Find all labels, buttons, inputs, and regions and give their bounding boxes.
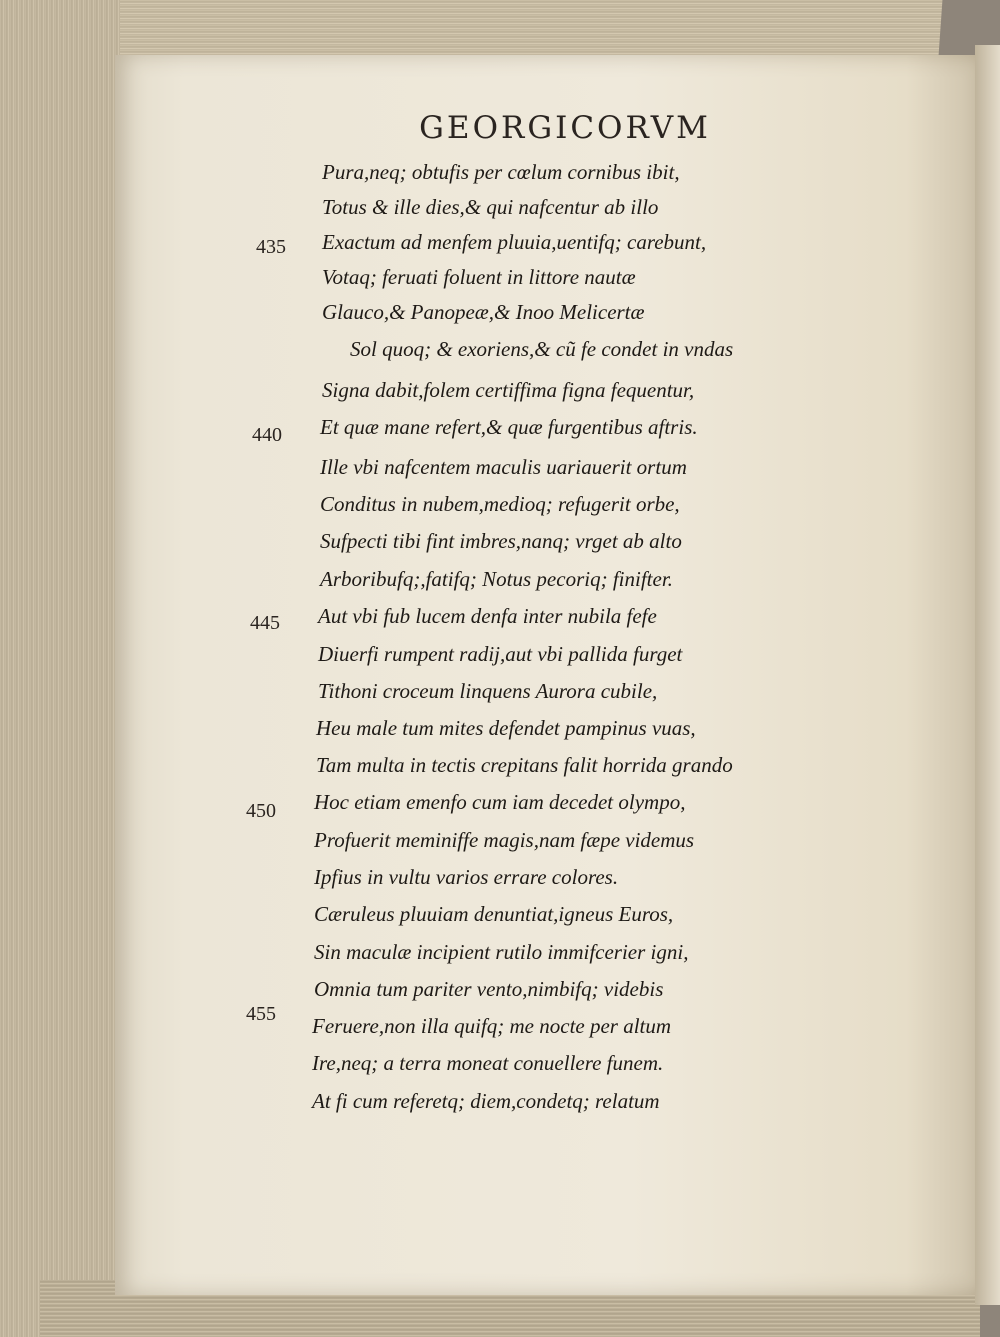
verse-line: Arboribufq;,fatifq; Notus pecoriq; finifter. (320, 567, 673, 591)
verse-line: Diuerfi rumpent radij,aut vbi pallida furget (318, 642, 683, 666)
verse-line: Conditus in nubem,medioq; refugerit orbe, (320, 492, 680, 516)
verse-line: Signa dabit,folem certiffima figna fequentur, (322, 378, 695, 402)
verse-line: Aut vbi fub lucem denfa inter nubila fefe (318, 604, 657, 628)
verse-line: Glauco,& Panopeæ,& Inoo Melicertæ (322, 300, 645, 324)
line-number: 435 (256, 236, 286, 258)
verse-line: At fi cum referetq; diem,condetq; relatum (312, 1089, 660, 1113)
line-number: 445 (250, 612, 280, 634)
verse-line: Et quæ mane refert,& quæ furgentibus aftris. (320, 415, 698, 439)
verse-line: Hoc etiam emenfo cum iam decedet olympo, (314, 790, 686, 814)
verse-line: Tam multa in tectis crepitans falit horrida grando (316, 753, 733, 777)
verse-line: Sufpecti tibi fint imbres,nanq; vrget ab alto (320, 529, 682, 553)
verse-line: Profuerit meminiffe magis,nam fæpe videmus (314, 828, 695, 852)
running-head: GEORGICORVM (419, 110, 711, 146)
verse-line: Feruere,non illa quifq; me nocte per altum (312, 1014, 672, 1038)
verse-line: Cæruleus pluuiam denuntiat,igneus Euros, (314, 902, 674, 926)
verse-line: Omnia tum pariter vento,nimbifq; videbis (314, 977, 664, 1001)
verse-line: Pura,neq; obtufis per cœlum cornibus ibit, (322, 160, 680, 184)
line-number: 455 (246, 1003, 276, 1025)
verse-line: Totus & ille dies,& qui nafcentur ab illo (322, 195, 659, 219)
line-number: 440 (252, 424, 282, 446)
verse-line: Exactum ad menfem pluuia,uentifq; carebunt, (322, 230, 707, 254)
verse-line: Ire,neq; a terra moneat conuellere funem. (312, 1051, 664, 1075)
verse-line: Votaq; feruati foluent in littore nautæ (322, 265, 636, 289)
verse-line: Tithoni croceum linquens Aurora cubile, (318, 679, 658, 703)
verse-line: Sol quoq; & exoriens,& cũ fe condet in vndas (350, 337, 734, 361)
verse-line: Sin maculæ incipient rutilo immifcerier igni, (314, 940, 689, 964)
line-number: 450 (246, 800, 276, 822)
verse-line: Ille vbi nafcentem maculis uariauerit ortum (320, 455, 687, 479)
verse-line: Heu male tum mites defendet pampinus vuas, (316, 716, 696, 740)
verse-line: Ipfius in vultu varios errare colores. (314, 865, 619, 889)
